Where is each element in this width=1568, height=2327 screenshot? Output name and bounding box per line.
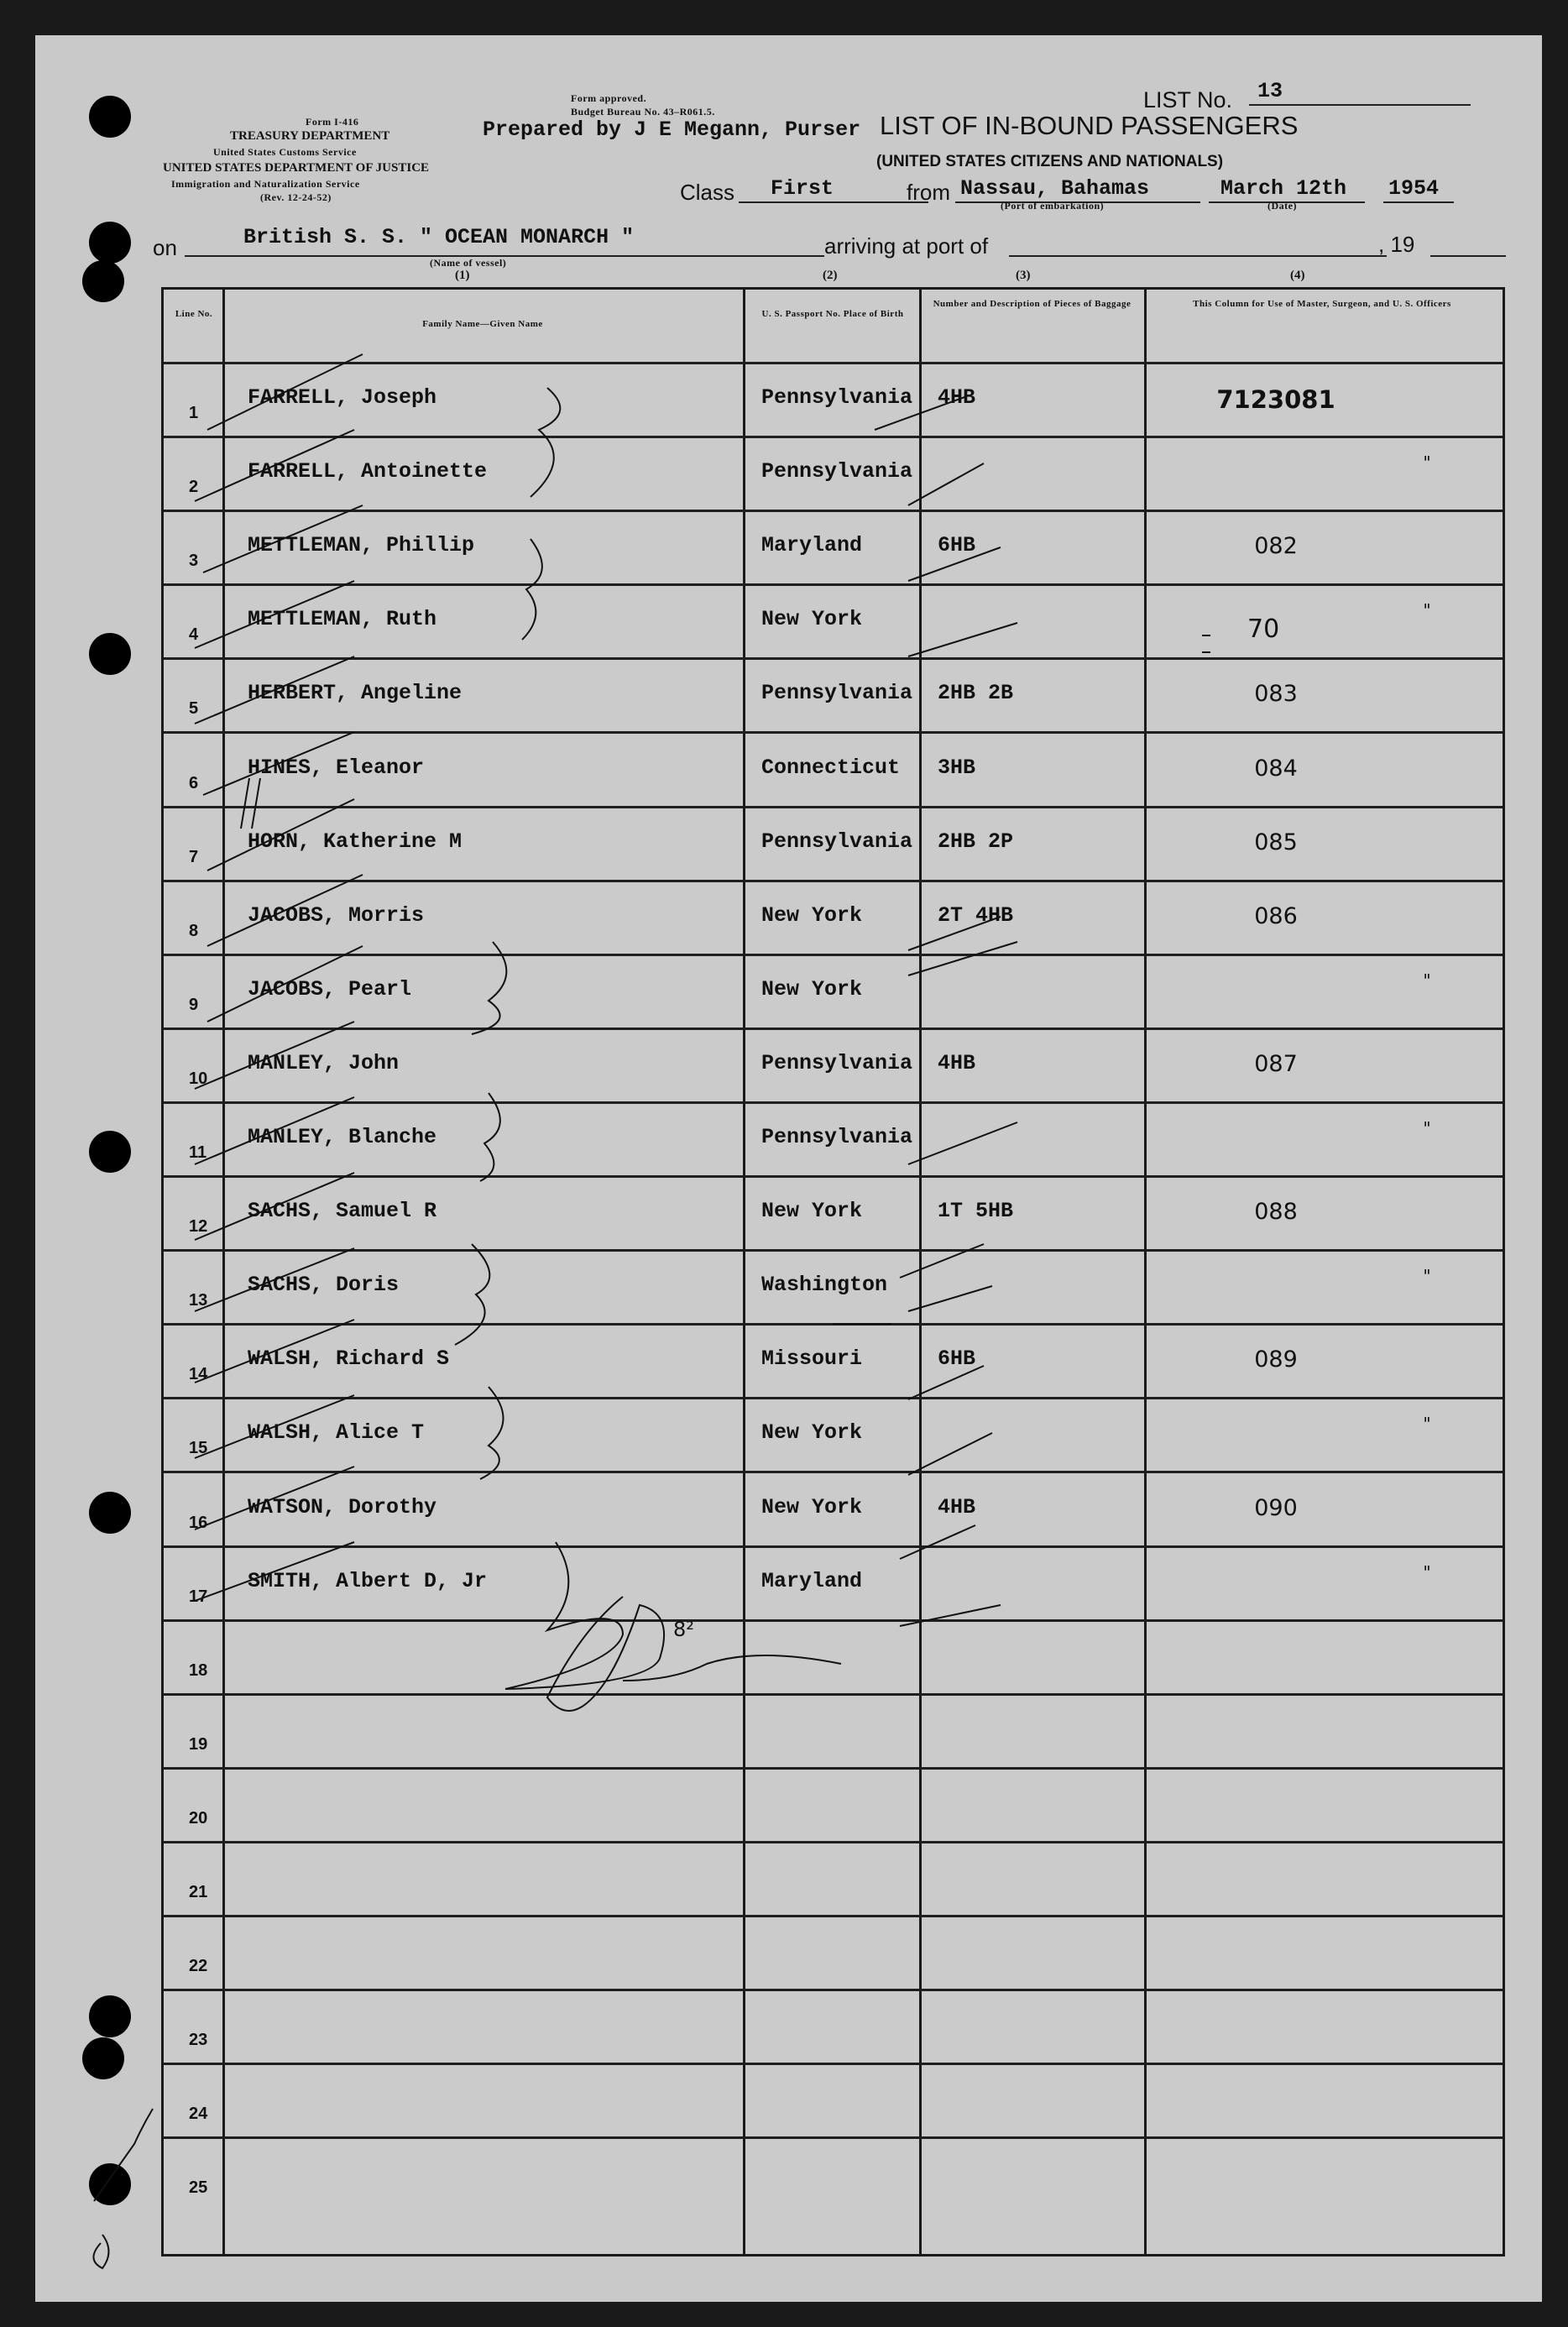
place-of-birth: Pennsylvania	[761, 459, 913, 484]
passenger-name: HINES, Eleanor	[248, 755, 425, 780]
officer-number: 088	[1254, 1199, 1298, 1226]
baggage-description: 6HB	[938, 533, 976, 558]
line-number: 11	[189, 1143, 207, 1162]
revision-date: (Rev. 12-24-52)	[260, 191, 332, 203]
baggage-description: 6HB	[938, 1347, 976, 1372]
line-number: 1	[189, 404, 199, 422]
line-number: 13	[189, 1291, 208, 1310]
line-number: 4	[189, 625, 199, 645]
from-value: Nassau, Bahamas	[960, 176, 1150, 201]
place-of-birth: Pennsylvania	[761, 1050, 913, 1075]
baggage-description: 4HB	[938, 385, 976, 410]
line-number: 18	[189, 1660, 208, 1680]
line-number: 6	[189, 773, 199, 792]
place-of-birth: Pennsylvania	[761, 1125, 913, 1149]
line-number: 17	[189, 1587, 208, 1606]
place-of-birth: New York	[761, 976, 863, 1001]
handwritten-marks	[35, 35, 1542, 2302]
passenger-name: SACHS, Doris	[248, 1273, 400, 1298]
baggage-description: 4HB	[938, 1050, 976, 1075]
place-of-birth: Maryland	[761, 533, 863, 558]
passenger-name: FARRELL, Joseph	[248, 385, 437, 410]
officer-number: "	[1423, 970, 1431, 991]
list-no-label: LIST No.	[1143, 87, 1233, 112]
on-label: on	[153, 235, 177, 260]
line-number: 20	[189, 1808, 208, 1828]
from-label: from	[907, 180, 950, 205]
line-number: 10	[189, 1069, 208, 1088]
column-number-1: (1)	[455, 269, 470, 282]
officer-number: 083	[1254, 681, 1298, 708]
handwritten-number: 70	[1247, 614, 1280, 644]
line-number: 16	[189, 1513, 208, 1532]
baggage-description: 2T 4HB	[938, 902, 1014, 928]
passenger-name: WALSH, Richard S	[248, 1347, 450, 1372]
baggage-description: 2HB 2B	[938, 681, 1014, 706]
vessel-name: British S. S. " OCEAN MONARCH "	[243, 225, 635, 249]
passenger-name: SACHS, Samuel R	[248, 1199, 437, 1224]
officer-number: 090	[1254, 1494, 1298, 1521]
date-caption: (Date)	[1267, 200, 1297, 212]
list-subtitle: (UNITED STATES CITIZENS AND NATIONALS)	[876, 153, 1224, 170]
date-value: March 12th	[1220, 176, 1347, 201]
passenger-name: MANLEY, Blanche	[248, 1125, 437, 1149]
year-value: 1954	[1388, 176, 1440, 201]
tick-marks	[93, 354, 1210, 2268]
treasury-department: TREASURY DEPARTMENT	[230, 129, 390, 143]
officer-number: "	[1423, 1118, 1431, 1138]
passenger-name: JACOBS, Pearl	[248, 976, 412, 1001]
class-value: First	[771, 176, 834, 201]
line-number: 21	[189, 1883, 208, 1901]
header-line-no: Line No.	[175, 309, 213, 319]
passenger-name: METTLEMAN, Ruth	[248, 607, 437, 632]
passenger-name: HERBERT, Angeline	[248, 681, 463, 706]
passenger-name: FARRELL, Antoinette	[248, 459, 488, 484]
line-number: 8	[189, 921, 199, 940]
passenger-name: WATSON, Dorothy	[248, 1494, 437, 1519]
officer-number: "	[1423, 600, 1431, 621]
passenger-name: METTLEMAN, Phillip	[248, 533, 475, 558]
class-label: Class	[680, 180, 735, 205]
line-number: 23	[189, 2031, 208, 2050]
officer-number: "	[1423, 1414, 1431, 1435]
port-of-embarkation-caption: (Port of embarkation)	[1001, 200, 1105, 212]
officer-number: "	[1423, 1561, 1431, 1582]
passenger-name: HORN, Katherine M	[248, 829, 463, 854]
line-number: 15	[189, 1439, 208, 1458]
officer-number: 082	[1254, 533, 1298, 560]
line-number: 19	[189, 1734, 208, 1754]
arriving-label: arriving at port of	[824, 233, 989, 259]
form-approved: Form approved.	[571, 92, 647, 104]
passenger-manifest-page	[35, 35, 1542, 2302]
header-name: Family Name—Given Name	[422, 319, 543, 329]
place-of-birth: Connecticut	[761, 755, 901, 780]
officer-number: "	[1423, 1266, 1431, 1287]
line-number: 24	[189, 2105, 208, 2124]
officer-number: 086	[1254, 902, 1298, 929]
officer-number: 087	[1254, 1050, 1298, 1077]
budget-bureau: Budget Bureau No. 43–R061.5.	[571, 106, 715, 118]
officer-number: 084	[1254, 755, 1298, 782]
baggage-description: 1T 5HB	[938, 1199, 1014, 1224]
place-of-birth: Maryland	[761, 1568, 863, 1593]
line-number: 5	[189, 699, 199, 719]
baggage-description: 3HB	[938, 755, 976, 780]
place-of-birth: Pennsylvania	[761, 681, 913, 706]
place-of-birth: Missouri	[761, 1347, 863, 1372]
immigration-service: Immigration and Naturalization Service	[171, 178, 360, 190]
line-number: 9	[189, 995, 199, 1014]
line-number: 2	[189, 478, 199, 497]
year-prefix: , 19	[1378, 232, 1415, 257]
column-number-2: (2)	[823, 269, 838, 282]
passenger-name: WALSH, Alice T	[248, 1420, 425, 1446]
line-number: 25	[189, 2178, 208, 2198]
line-number: 14	[189, 1365, 208, 1384]
line-number: 12	[189, 1217, 208, 1237]
line-number: 7	[189, 847, 199, 866]
line-number: 3	[189, 552, 199, 571]
place-of-birth: Pennsylvania	[761, 829, 913, 854]
officer-number: 085	[1254, 829, 1298, 855]
passenger-name: JACOBS, Morris	[248, 902, 425, 928]
header-officers: This Column for Use of Master, Surgeon, and U. S. Officers	[1193, 299, 1451, 309]
place-of-birth: Washington	[761, 1273, 888, 1298]
baggage-description: 2HB 2P	[938, 829, 1014, 854]
header-baggage: Number and Description of Pieces of Baggage	[933, 299, 1132, 309]
officer-number: "	[1423, 452, 1431, 473]
signature-note: 8²	[673, 1618, 694, 1641]
line-number: 22	[189, 1957, 208, 1976]
place-of-birth: New York	[761, 902, 863, 928]
passenger-name: MANLEY, John	[248, 1050, 400, 1075]
column-number-3: (3)	[1016, 269, 1031, 282]
place-of-birth: Pennsylvania	[761, 385, 913, 410]
baggage-description: 4HB	[938, 1494, 976, 1519]
list-title: LIST OF IN-BOUND PASSENGERS	[880, 111, 1299, 140]
passenger-name: SMITH, Albert D, Jr	[248, 1568, 488, 1593]
header-passport: U. S. Passport No. Place of Birth	[761, 309, 904, 319]
place-of-birth: New York	[761, 1199, 863, 1224]
place-of-birth: New York	[761, 607, 863, 632]
place-of-birth: New York	[761, 1420, 863, 1446]
vessel-caption: (Name of vessel)	[430, 257, 507, 269]
officer-number: 089	[1254, 1347, 1298, 1373]
column-number-4: (4)	[1290, 269, 1305, 282]
prepared-by: Prepared by J E Megann, Purser	[483, 118, 861, 142]
place-of-birth: New York	[761, 1494, 863, 1519]
list-no-value: 13	[1257, 79, 1283, 103]
officer-number: 7123081	[1216, 385, 1335, 414]
justice-department: UNITED STATES DEPARTMENT OF JUSTICE	[163, 161, 430, 175]
form-number: Form I-416	[306, 116, 359, 128]
customs-service: United States Customs Service	[213, 146, 357, 158]
